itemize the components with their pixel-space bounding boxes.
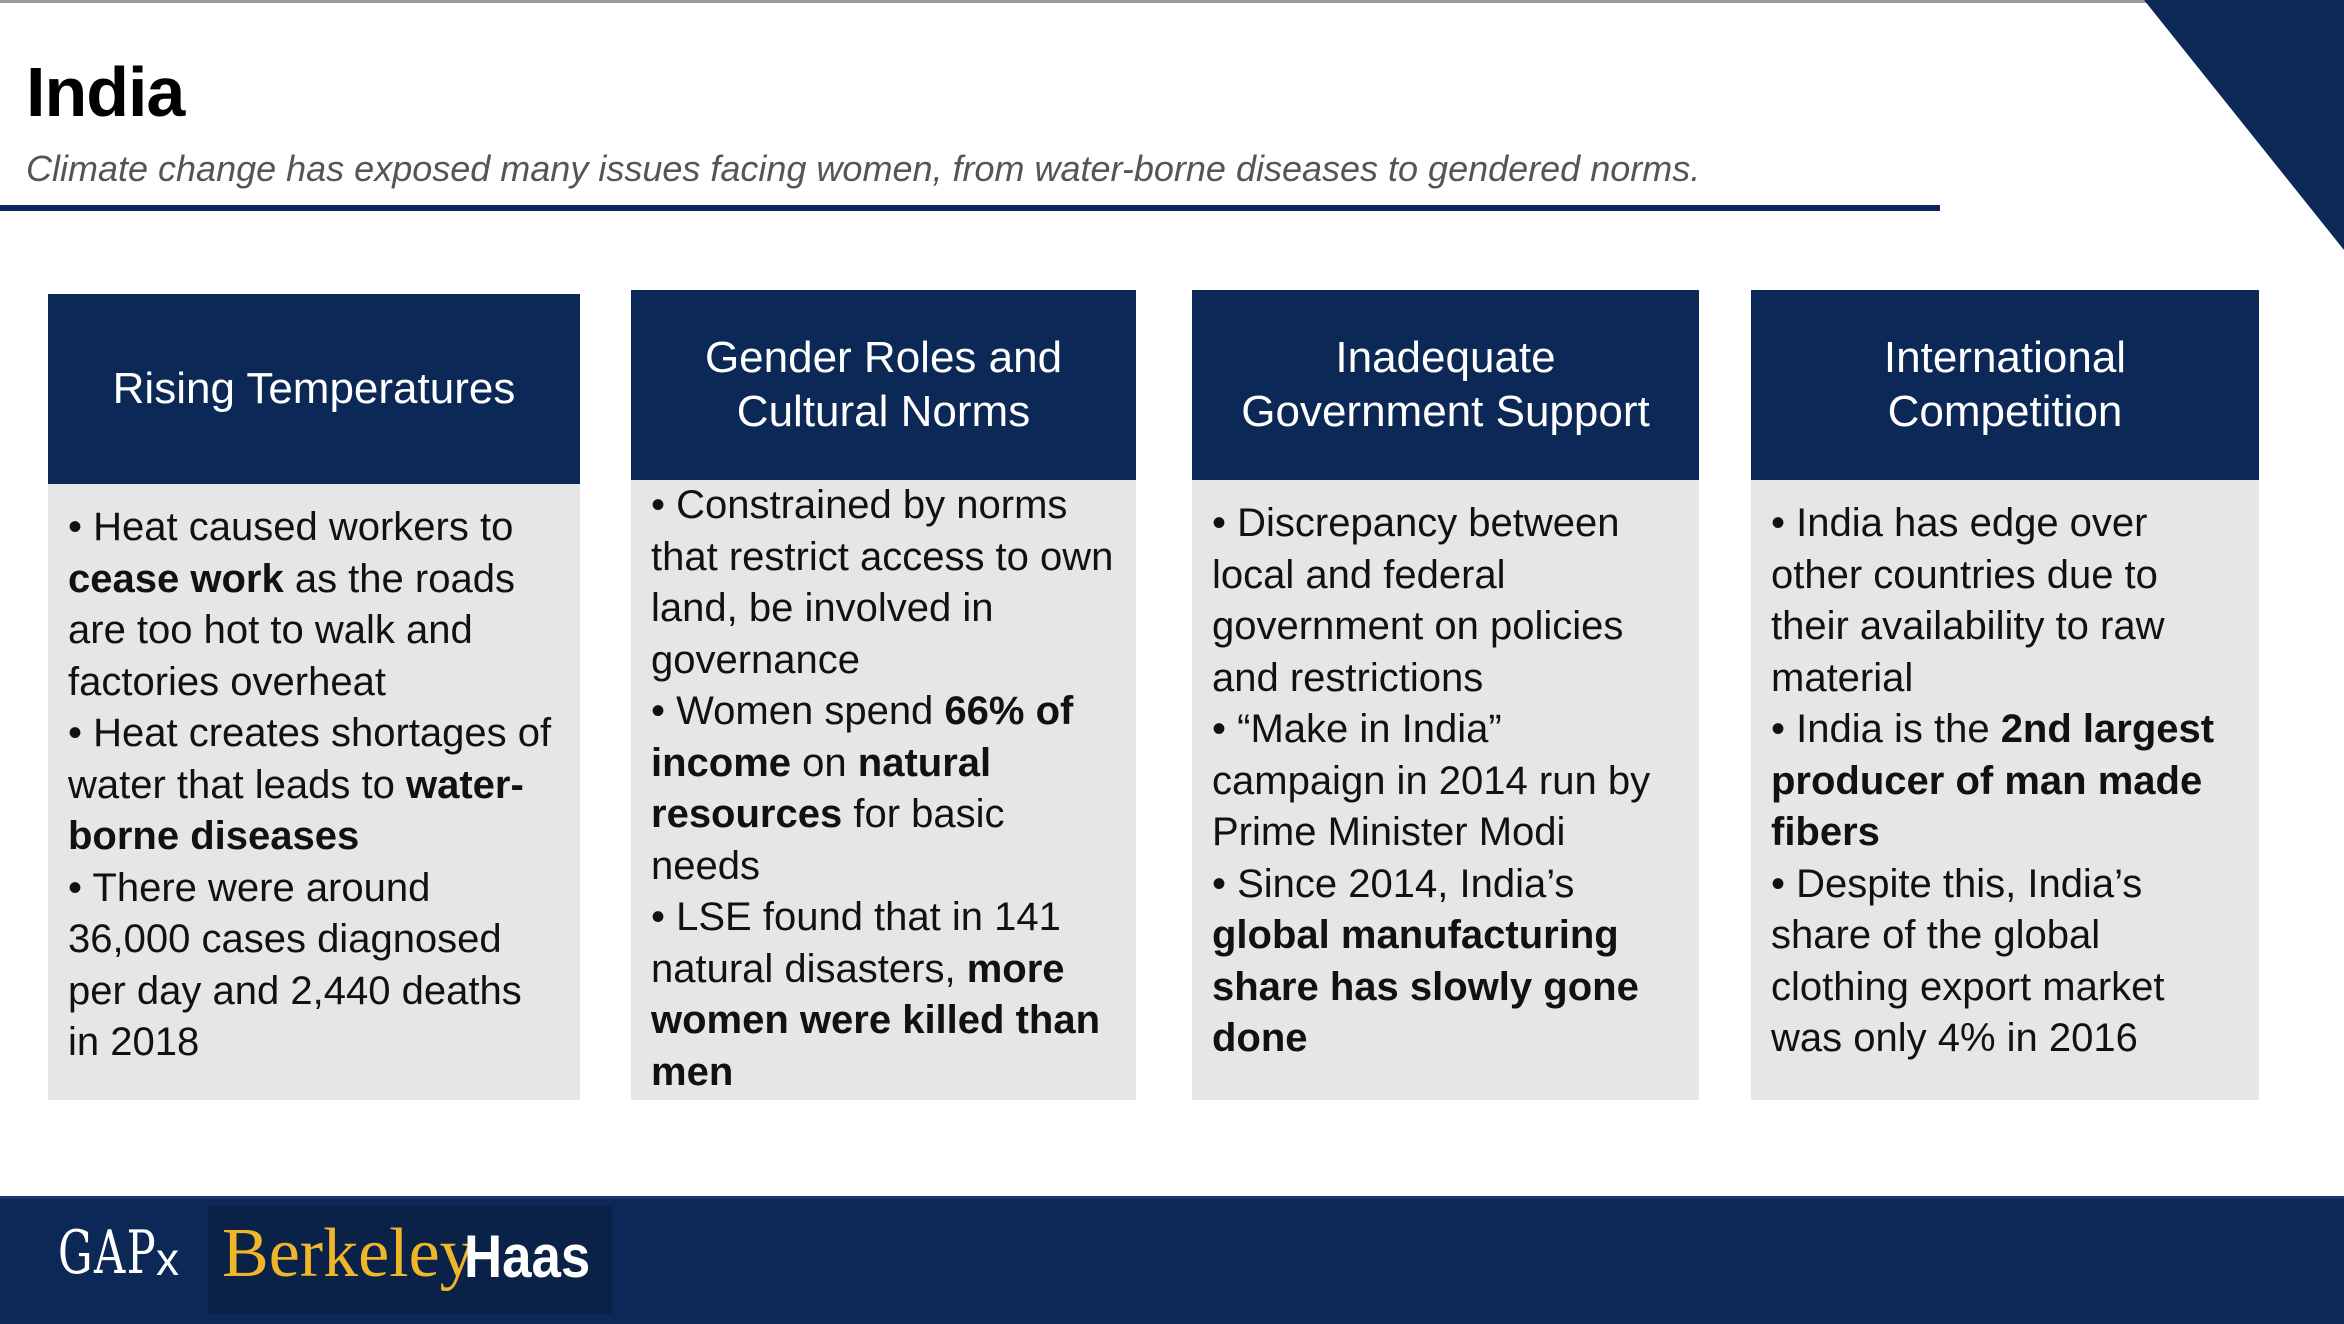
bullet-text: • Since 2014, India’s <box>1212 861 1575 906</box>
emphasis-text: 2nd largest producer of man made fibers <box>1771 707 2215 854</box>
bullet-text: • India has edge over other countries due to their availability to raw material <box>1771 501 2165 700</box>
bullet-item <box>1212 498 1681 704</box>
berkeley-wordmark: Berkeley <box>222 1215 475 1292</box>
card-body <box>631 480 1136 1100</box>
emphasis-text: more women were killed than men <box>651 946 1101 1094</box>
bullet-item <box>1212 859 1681 1065</box>
card-heading: Gender Roles and Cultural Norms <box>631 290 1136 480</box>
bullet-text: • Women spend <box>651 689 945 733</box>
bullet-text: • LSE found that in 141 natural disasters, <box>651 895 1061 991</box>
title-divider <box>0 205 1940 211</box>
card-gender-roles <box>631 290 1136 1100</box>
card-rising-temperatures <box>48 294 580 1100</box>
bullet-text: on <box>791 740 858 785</box>
card-heading: Rising Temperatures <box>48 294 580 484</box>
card-body <box>1192 480 1699 1100</box>
card-government-support <box>1192 290 1699 1100</box>
bullet-item <box>1771 498 2241 704</box>
card-body <box>1751 480 2259 1100</box>
bullet-item <box>651 686 1118 892</box>
card-heading: Inadequate Government Support <box>1192 290 1699 480</box>
bullet-item <box>68 708 562 863</box>
footer-divider <box>0 1196 2344 1199</box>
page-subtitle: Climate change has exposed many issues facing women, from water-borne diseases to gendered norms. <box>26 148 1701 189</box>
bullet-item <box>1212 704 1681 859</box>
card-body <box>48 484 580 1100</box>
bullet-text: as the roads are too hot to walk and factories overheat <box>68 556 515 704</box>
emphasis-text: cease work <box>68 556 284 601</box>
corner-decoration <box>2144 0 2344 250</box>
emphasis-text: global manufacturing share has slowly gone done <box>1212 913 1639 1060</box>
gap-logo: GAP <box>58 1218 158 1288</box>
haas-wordmark: Haas <box>464 1223 591 1290</box>
page-title: India <box>26 53 185 131</box>
bullet-text: for basic needs <box>651 792 1005 888</box>
bullet-text: • “Make in India” campaign in 2014 run by Prime Minister Modi <box>1212 707 1651 854</box>
bullet-item <box>68 502 562 708</box>
bullet-text: • Constrained by norms that restrict access to own land, be involved in governance <box>651 483 1114 682</box>
top-border <box>0 0 2344 3</box>
bullet-item <box>651 480 1118 686</box>
card-heading: International Competition <box>1751 290 2259 480</box>
bullet-item <box>651 892 1118 1098</box>
bullet-text: • Heat caused workers to <box>68 505 514 549</box>
bullet-item <box>1771 704 2241 859</box>
logo-separator: x <box>156 1233 179 1285</box>
emphasis-text: natural resources <box>651 740 992 836</box>
bullet-text: • Discrepancy between local and federal government on policies and restrictions <box>1212 501 1624 700</box>
bullet-text: • Heat creates shortages of water that leads to <box>68 711 552 807</box>
emphasis-text: 66% of income <box>651 689 1074 785</box>
bullet-text: • Despite this, India’s share of the global clothing export market was only 4% in 2016 <box>1771 861 2165 1060</box>
card-international-competition <box>1751 290 2259 1100</box>
bullet-item <box>68 863 562 1069</box>
bullet-text: • India is the <box>1771 707 2001 751</box>
bullet-text: • There were around 36,000 cases diagnosed per day and 2,440 deaths in 2018 <box>68 865 522 1064</box>
bullet-item <box>1771 859 2241 1065</box>
emphasis-text: water-borne diseases <box>68 762 524 858</box>
